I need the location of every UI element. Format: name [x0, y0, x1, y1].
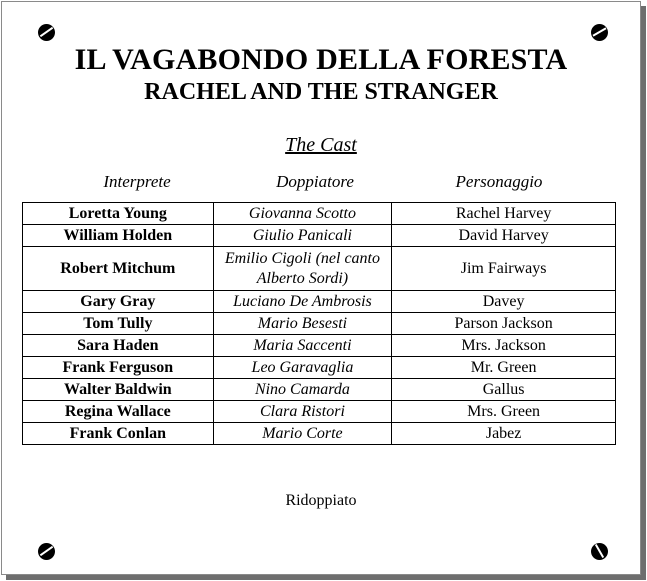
character-cell: Jim Fairways [392, 247, 616, 291]
plaque [1, 1, 641, 575]
screw-icon [38, 24, 55, 41]
voice-actor-cell: Leo Garavaglia [213, 357, 392, 379]
table-row [23, 203, 616, 225]
table-row [23, 247, 616, 291]
actor-cell: Sara Haden [23, 335, 214, 357]
voice-actor-cell: Mario Besesti [213, 313, 392, 335]
column-header-personaggio: Personaggio [455, 172, 543, 191]
table-row [23, 313, 616, 335]
character-cell: Mrs. Green [392, 401, 616, 423]
actor-cell: Walter Baldwin [23, 379, 214, 401]
voice-actor-cell: Clara Ristori [213, 401, 392, 423]
voice-actor-cell: Giovanna Scotto [213, 203, 392, 225]
column-header-doppiatore: Doppiatore [276, 172, 354, 191]
actor-cell: Loretta Young [23, 203, 214, 225]
actor-cell: William Holden [23, 225, 214, 247]
actor-cell: Frank Conlan [23, 423, 214, 445]
cast-heading: The Cast [285, 134, 357, 156]
screw-icon [38, 543, 55, 560]
column-header-interprete: Interprete [103, 172, 171, 191]
voice-actor-cell: Mario Corte [213, 423, 392, 445]
actor-cell: Tom Tully [23, 313, 214, 335]
table-row [23, 357, 616, 379]
table-row [23, 401, 616, 423]
voice-actor-cell: Giulio Panicali [213, 225, 392, 247]
table-row [23, 423, 616, 445]
voice-actor-cell: Nino Camarda [213, 379, 392, 401]
cast-table [22, 202, 616, 445]
page-title: IL VAGABONDO DELLA FORESTA [74, 43, 568, 76]
character-cell: Gallus [392, 379, 616, 401]
screw-icon [591, 24, 608, 41]
character-cell: Rachel Harvey [392, 203, 616, 225]
voice-actor-cell: Emilio Cigoli (nel canto Alberto Sordi) [213, 247, 392, 291]
actor-cell: Robert Mitchum [23, 247, 214, 291]
character-cell: Davey [392, 291, 616, 313]
footer-note: Ridoppiato [285, 492, 357, 509]
page-subtitle: RACHEL AND THE STRANGER [144, 79, 498, 105]
actor-cell: Gary Gray [23, 291, 214, 313]
table-row [23, 291, 616, 313]
voice-actor-cell: Maria Saccenti [213, 335, 392, 357]
character-cell: Jabez [392, 423, 616, 445]
screw-icon [591, 543, 608, 560]
voice-actor-cell: Luciano De Ambrosis [213, 291, 392, 313]
table-row [23, 225, 616, 247]
table-row [23, 379, 616, 401]
character-cell: Mrs. Jackson [392, 335, 616, 357]
character-cell: Mr. Green [392, 357, 616, 379]
table-row [23, 335, 616, 357]
actor-cell: Frank Ferguson [23, 357, 214, 379]
character-cell: David Harvey [392, 225, 616, 247]
character-cell: Parson Jackson [392, 313, 616, 335]
actor-cell: Regina Wallace [23, 401, 214, 423]
